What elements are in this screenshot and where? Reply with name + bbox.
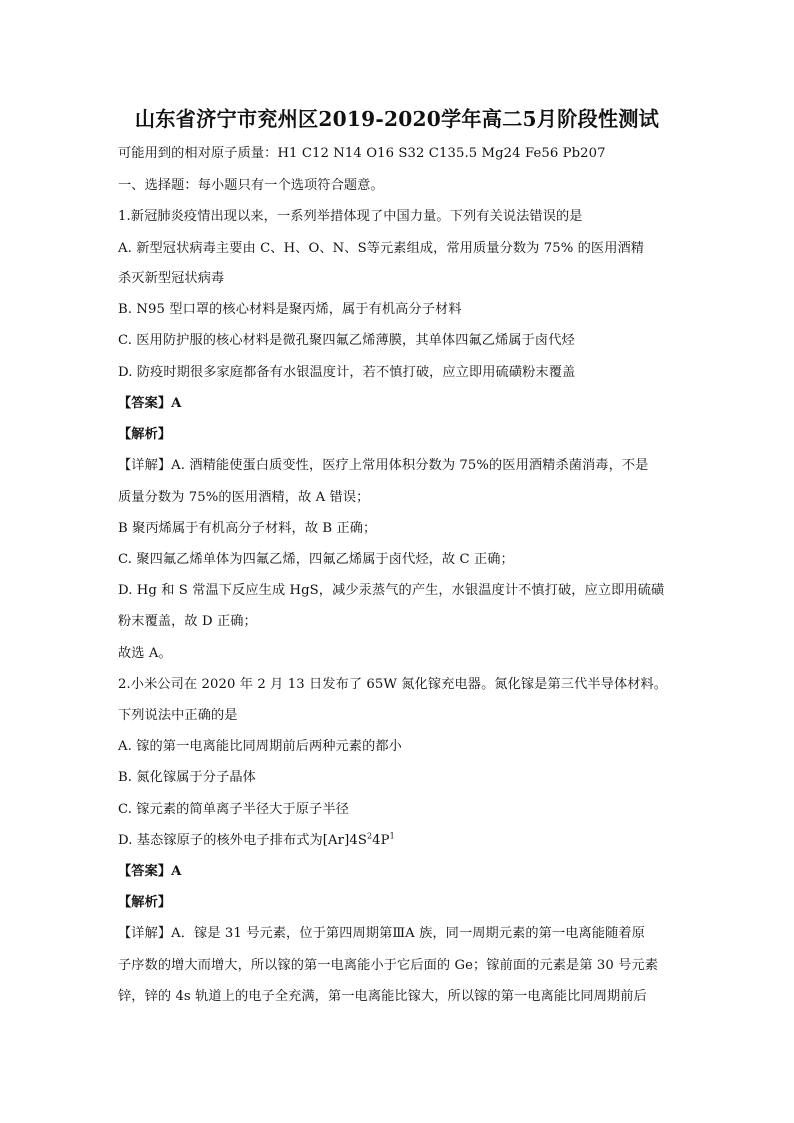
q2-option-d-superscript-2: 1 xyxy=(389,831,395,841)
q1-conclusion: 故选 A。 xyxy=(118,646,172,661)
q2-detail-line2: 子序数的增大而增大，所以镓的第一电离能小于它后面的 Ge；镓前面的元素是第 30 号元素 xyxy=(118,958,659,973)
q2-detail-line1: 【详解】A．镓是 31 号元素，位于第四周期第ⅢA 族，同一周期元素的第一电离能随着原 xyxy=(118,926,645,941)
q2-option-d-prefix: D. 基态镓原子的核外电子排布式为[Ar]4S xyxy=(118,833,367,848)
q1-option-a-cont: 杀灭新型冠状病毒 xyxy=(118,271,225,286)
q1-analysis-heading: 【解析】 xyxy=(118,427,172,442)
atomic-mass-line: 可能用到的相对原子质量：H1 C12 N14 O16 S32 C135.5 Mg24 Fe56 Pb207 xyxy=(118,146,606,161)
q1-detail-c: C. 聚四氟乙烯单体为四氟乙烯，四氟乙烯属于卤代烃，故 C 正确； xyxy=(118,552,514,567)
q2-option-b: B. 氮化镓属于分子晶体 xyxy=(118,770,256,785)
section-heading: 一、选择题：每小题只有一个选项符合题意。 xyxy=(118,178,384,193)
q1-detail-d: D. Hg 和 S 常温下反应生成 HgS，减少汞蒸气的产生，水银温度计不慎打破，应立即用硫磺 xyxy=(118,583,665,598)
q1-answer: 【答案】A xyxy=(118,396,182,411)
q1-detail-a-cont: 质量分数为 75%的医用酒精，故 A 错误； xyxy=(118,490,370,505)
q1-option-a: A. 新型冠状病毒主要由 C、H、O、N、S等元素组成，常用质量分数为 75% 的医用酒精 xyxy=(118,241,645,256)
q1-detail-b: B 聚丙烯属于有机高分子材料，故 B 正确； xyxy=(118,521,377,536)
q2-detail-line3: 锌，锌的 4s 轨道上的电子全充满，第一电离能比镓大，所以镓的第一电离能比同周期前后 xyxy=(118,989,647,1004)
q1-option-b: B. N95 型口罩的核心材料是聚丙烯，属于有机高分子材料 xyxy=(118,302,462,317)
q2-option-c: C. 镓元素的简单离子半径大于原子半径 xyxy=(118,802,349,817)
q2-stem-cont: 下列说法中正确的是 xyxy=(118,708,238,723)
q2-stem: 2.小米公司在 2020 年 2 月 13 日发布了 65W 氮化镓充电器。氮化镓是第三代半导体材料。 xyxy=(118,677,668,692)
q2-option-d-superscript-1: 2 xyxy=(366,831,373,841)
q1-detail-a: 【详解】A. 酒精能使蛋白质变性，医疗上常用体积分数为 75%的医用酒精杀菌消毒，不是 xyxy=(118,458,649,473)
q1-stem: 1.新冠肺炎疫情出现以来，一系列举措体现了中国力量。下列有关说法错误的是 xyxy=(118,209,583,224)
q2-option-d-mid: 4P xyxy=(372,833,390,848)
q1-option-d: D. 防疫时期很多家庭都备有水银温度计，若不慎打破，应立即用硫磺粉末覆盖 xyxy=(118,365,576,380)
q1-option-c: C. 医用防护服的核心材料是微孔聚四氟乙烯薄膜，其单体四氟乙烯属于卤代烃 xyxy=(118,333,575,348)
q1-detail-d-cont: 粉末覆盖，故 D 正确； xyxy=(118,614,257,629)
q2-option-d xyxy=(118,832,395,850)
q2-answer: 【答案】A xyxy=(118,864,182,879)
page-title: 山东省济宁市兖州区2019-2020学年高二5月阶段性测试 xyxy=(134,107,660,131)
q2-analysis-heading: 【解析】 xyxy=(118,895,172,910)
q2-option-a: A. 镓的第一电离能比同周期前后两种元素的都小 xyxy=(118,739,402,754)
